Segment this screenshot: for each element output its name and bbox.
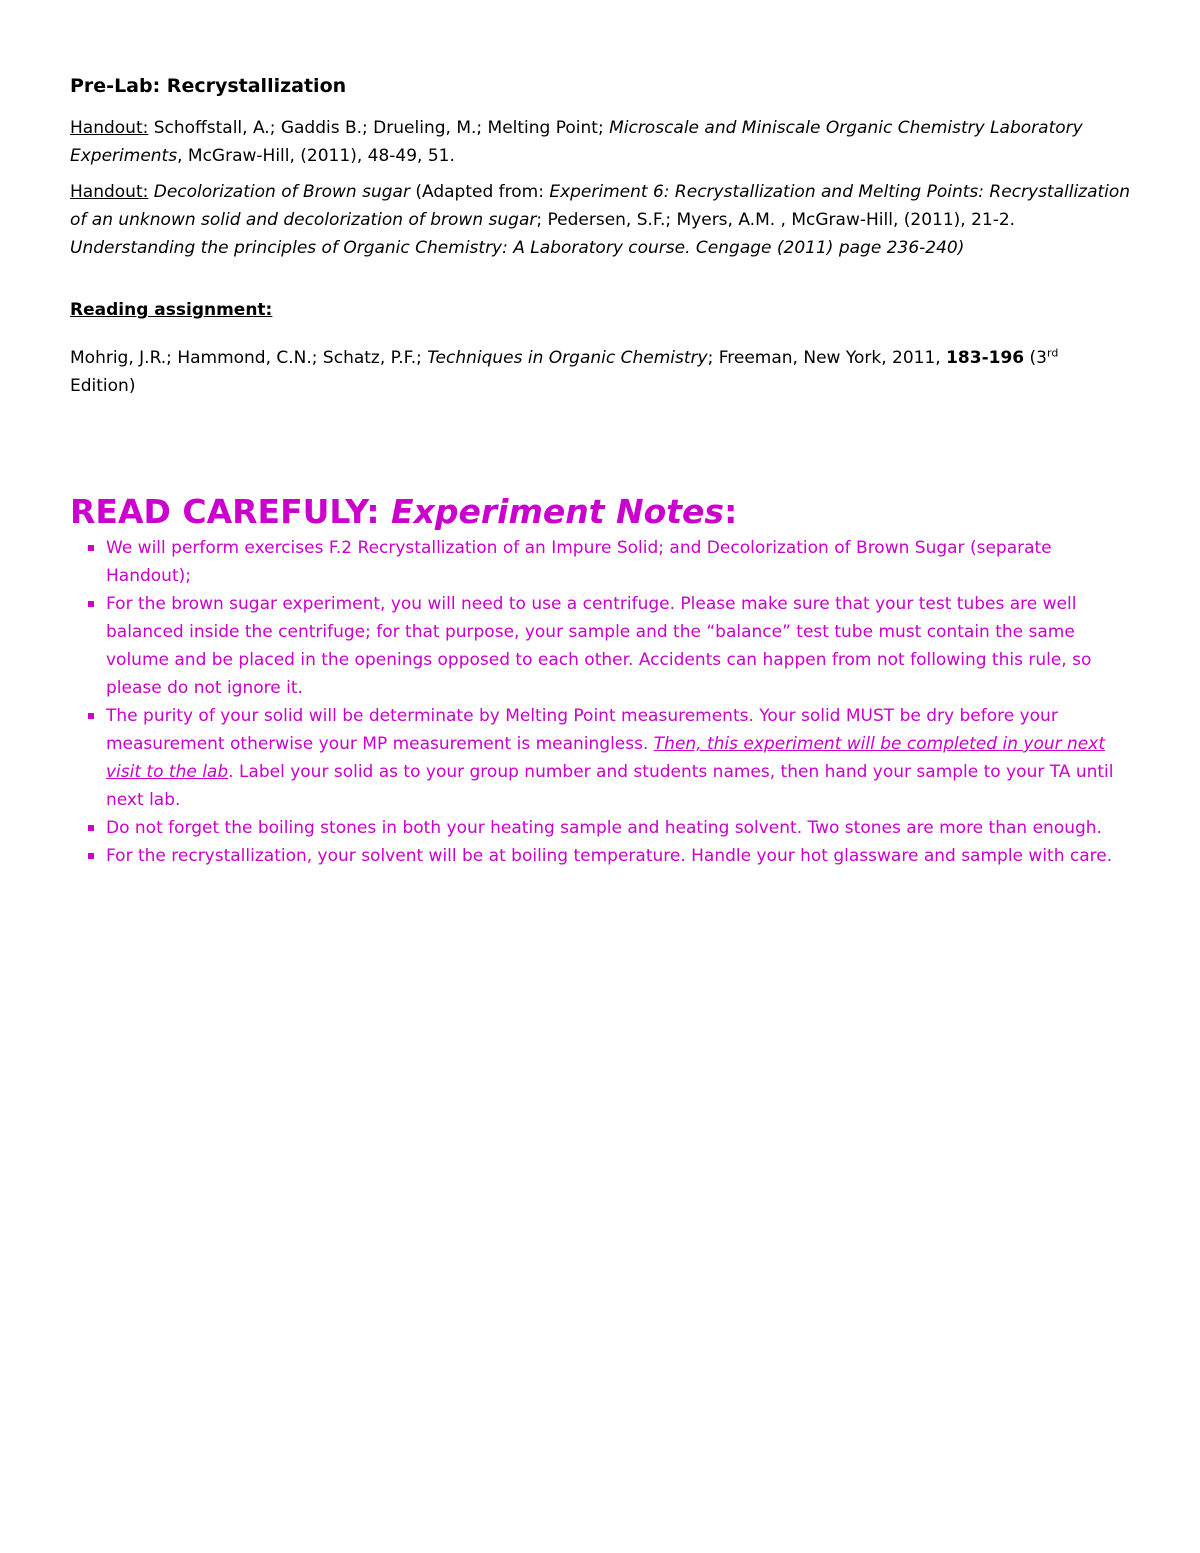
citation-experiment-title: Experiment 6: Recrystallization and Melting Points: Recrystallization of an unknown solid and decolorization of brown sugar — [70, 182, 1131, 230]
reading-assignment-heading: Reading assignment: — [70, 300, 273, 320]
square-bullet-icon — [88, 545, 94, 551]
square-bullet-icon — [88, 853, 94, 859]
citation-book-title: Understanding the principles of Organic Chemistry: A Laboratory course. Cengage (2011) page 236-240) — [70, 238, 965, 258]
citation-book-title: Microscale and Miniscale Organic Chemistry Laboratory Experiments — [70, 118, 1083, 166]
reading-edition-close: Edition) — [70, 376, 136, 396]
list-item — [70, 590, 1135, 702]
citation-authors: ; Pedersen, S.F.; Myers, A.M. , McGraw-Hill, (2011), 21-2. — [536, 210, 1016, 230]
reading-edition-open: (3 — [1024, 348, 1047, 368]
experiment-notes-heading — [70, 490, 1135, 534]
notes-heading-title: Experiment Notes — [391, 492, 725, 531]
reading-book-title: Techniques in Organic Chemistry — [427, 348, 708, 368]
note-emphasis: Then, this experiment will be completed in your next visit to the lab — [106, 734, 1105, 782]
citation-authors: Schoffstall, A.; Gaddis B.; Drueling, M.; Melting Point; — [148, 118, 610, 138]
reading-citation — [70, 344, 1135, 400]
square-bullet-icon — [88, 825, 94, 831]
list-item — [70, 702, 1135, 814]
note-text: For the brown sugar experiment, you will need to use a centrifuge. Please make sure that your test tubes are well balanced inside the centrifuge; for that purpose, your sample and the “balance” test tube must contain the same volume and be placed in the openings opposed to each other. Accidents can happen from not following this rule, so please do not ignore it. — [106, 594, 1092, 698]
note-text: For the recrystallization, your solvent will be at boiling temperature. Handle your hot glassware and sample with care. — [106, 846, 1113, 866]
list-item — [70, 534, 1135, 590]
list-item — [70, 842, 1135, 870]
document-page — [70, 72, 1135, 870]
reading-publisher: ; Freeman, New York, 2011, — [707, 348, 947, 368]
notes-heading-suffix: : — [724, 492, 738, 531]
list-item — [70, 814, 1135, 842]
square-bullet-icon — [88, 601, 94, 607]
note-text: The purity of your solid will be determinate by Melting Point measurements. Your solid MUST be dry before your measurement otherwise your MP measurement is meaningless. — [106, 706, 1058, 754]
square-bullet-icon — [88, 713, 94, 719]
reading-pages: 183-196 — [946, 348, 1025, 368]
experiment-notes-list — [70, 534, 1135, 870]
citation-topic: Decolorization of Brown sugar — [148, 182, 410, 202]
reading-authors: Mohrig, J.R.; Hammond, C.N.; Schatz, P.F.; — [70, 348, 428, 368]
note-text: We will perform exercises F.2 Recrystallization of an Impure Solid; and Decolorization of Brown Sugar (separate Handout); — [106, 538, 1052, 586]
citation-publisher: , McGraw-Hill, (2011), 48-49, 51. — [177, 146, 455, 166]
handout-label: Handout: — [70, 118, 149, 138]
handout-citation-1 — [70, 114, 1135, 170]
citation-adapted: (Adapted from: — [409, 182, 550, 202]
reading-edition-sup: rd — [1046, 346, 1059, 360]
page-title: Pre-Lab: Recrystallization — [70, 75, 347, 97]
notes-heading-prefix: READ CAREFULY: — [70, 492, 392, 531]
note-text: Do not forget the boiling stones in both your heating sample and heating solvent. Two stones are more than enough. — [106, 818, 1102, 838]
handout-citation-2 — [70, 178, 1135, 262]
handout-label: Handout: — [70, 182, 149, 202]
note-text: . Label your solid as to your group number and students names, then hand your sample to your TA until next lab. — [106, 762, 1114, 810]
